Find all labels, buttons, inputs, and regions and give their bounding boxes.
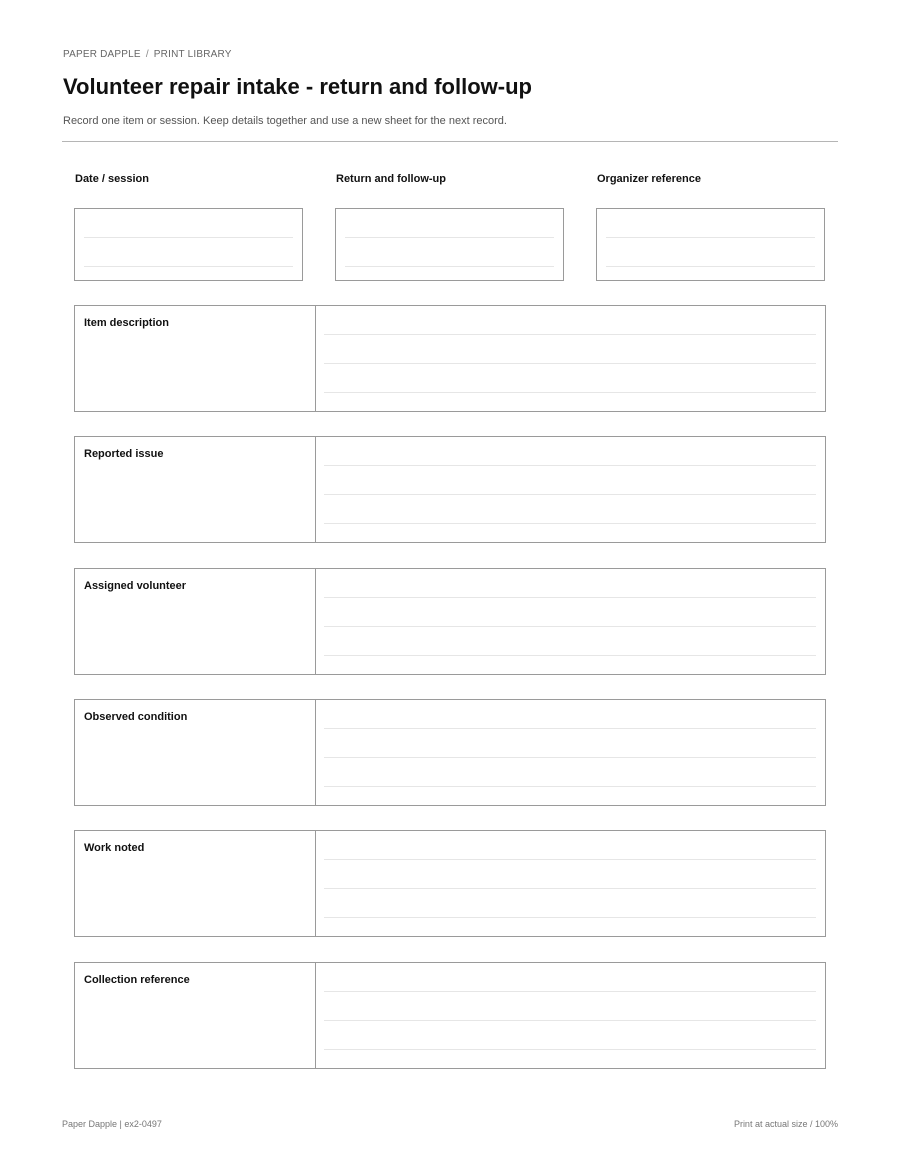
writing-line (345, 266, 554, 267)
breadcrumb (63, 49, 232, 60)
row-divider (315, 569, 316, 674)
footer-document-id: Paper Dapple | ex2-0497 (62, 1119, 162, 1129)
row-divider (315, 700, 316, 805)
writing-line (606, 237, 815, 238)
writing-line (324, 392, 816, 393)
observed-condition-row (74, 699, 826, 806)
writing-line (324, 363, 816, 364)
row-divider (315, 831, 316, 936)
footer-print-note: Print at actual size / 100% (733, 1119, 838, 1129)
writing-line (324, 465, 816, 466)
writing-line (324, 917, 816, 918)
writing-line (84, 237, 293, 238)
page-title: Volunteer repair intake - return and follow-up (63, 74, 532, 99)
assigned-volunteer-row (74, 568, 826, 675)
observed-condition-label: Observed condition (84, 711, 188, 723)
return-follow-up-field[interactable] (335, 208, 564, 281)
item-description-row (74, 305, 826, 412)
assigned-volunteer-label: Assigned volunteer (84, 580, 187, 592)
work-noted-label: Work noted (84, 842, 145, 854)
writing-line (324, 334, 816, 335)
writing-line (324, 494, 816, 495)
row-divider (315, 306, 316, 411)
writing-line (345, 237, 554, 238)
writing-line (324, 859, 816, 860)
writing-line (324, 597, 816, 598)
breadcrumb-section: PRINT LIBRARY (153, 49, 232, 60)
writing-line (324, 786, 816, 787)
reported-issue-label: Reported issue (84, 448, 164, 460)
writing-line (324, 1049, 816, 1050)
writing-line (324, 728, 816, 729)
header-divider (62, 141, 838, 142)
organizer-reference-field[interactable] (596, 208, 825, 281)
writing-line (606, 266, 815, 267)
writing-line (324, 655, 816, 656)
collection-reference-row (74, 962, 826, 1069)
item-description-label: Item description (84, 317, 169, 329)
writing-line (84, 266, 293, 267)
row-divider (315, 437, 316, 542)
breadcrumb-site: PAPER DAPPLE (63, 49, 141, 60)
collection-reference-label: Collection reference (84, 974, 190, 986)
date-session-label: Date / session (75, 173, 149, 185)
reported-issue-row (74, 436, 826, 543)
writing-line (324, 1020, 816, 1021)
breadcrumb-separator: / (145, 49, 149, 60)
date-session-field[interactable] (74, 208, 303, 281)
writing-line (324, 523, 816, 524)
page-subtitle: Record one item or session. Keep details together and use a new sheet for the next record. (63, 115, 507, 127)
writing-line (324, 991, 816, 992)
return-follow-up-label: Return and follow-up (336, 173, 446, 185)
writing-line (324, 888, 816, 889)
organizer-reference-label: Organizer reference (597, 173, 701, 185)
row-divider (315, 963, 316, 1068)
writing-line (324, 757, 816, 758)
work-noted-row (74, 830, 826, 937)
writing-line (324, 626, 816, 627)
